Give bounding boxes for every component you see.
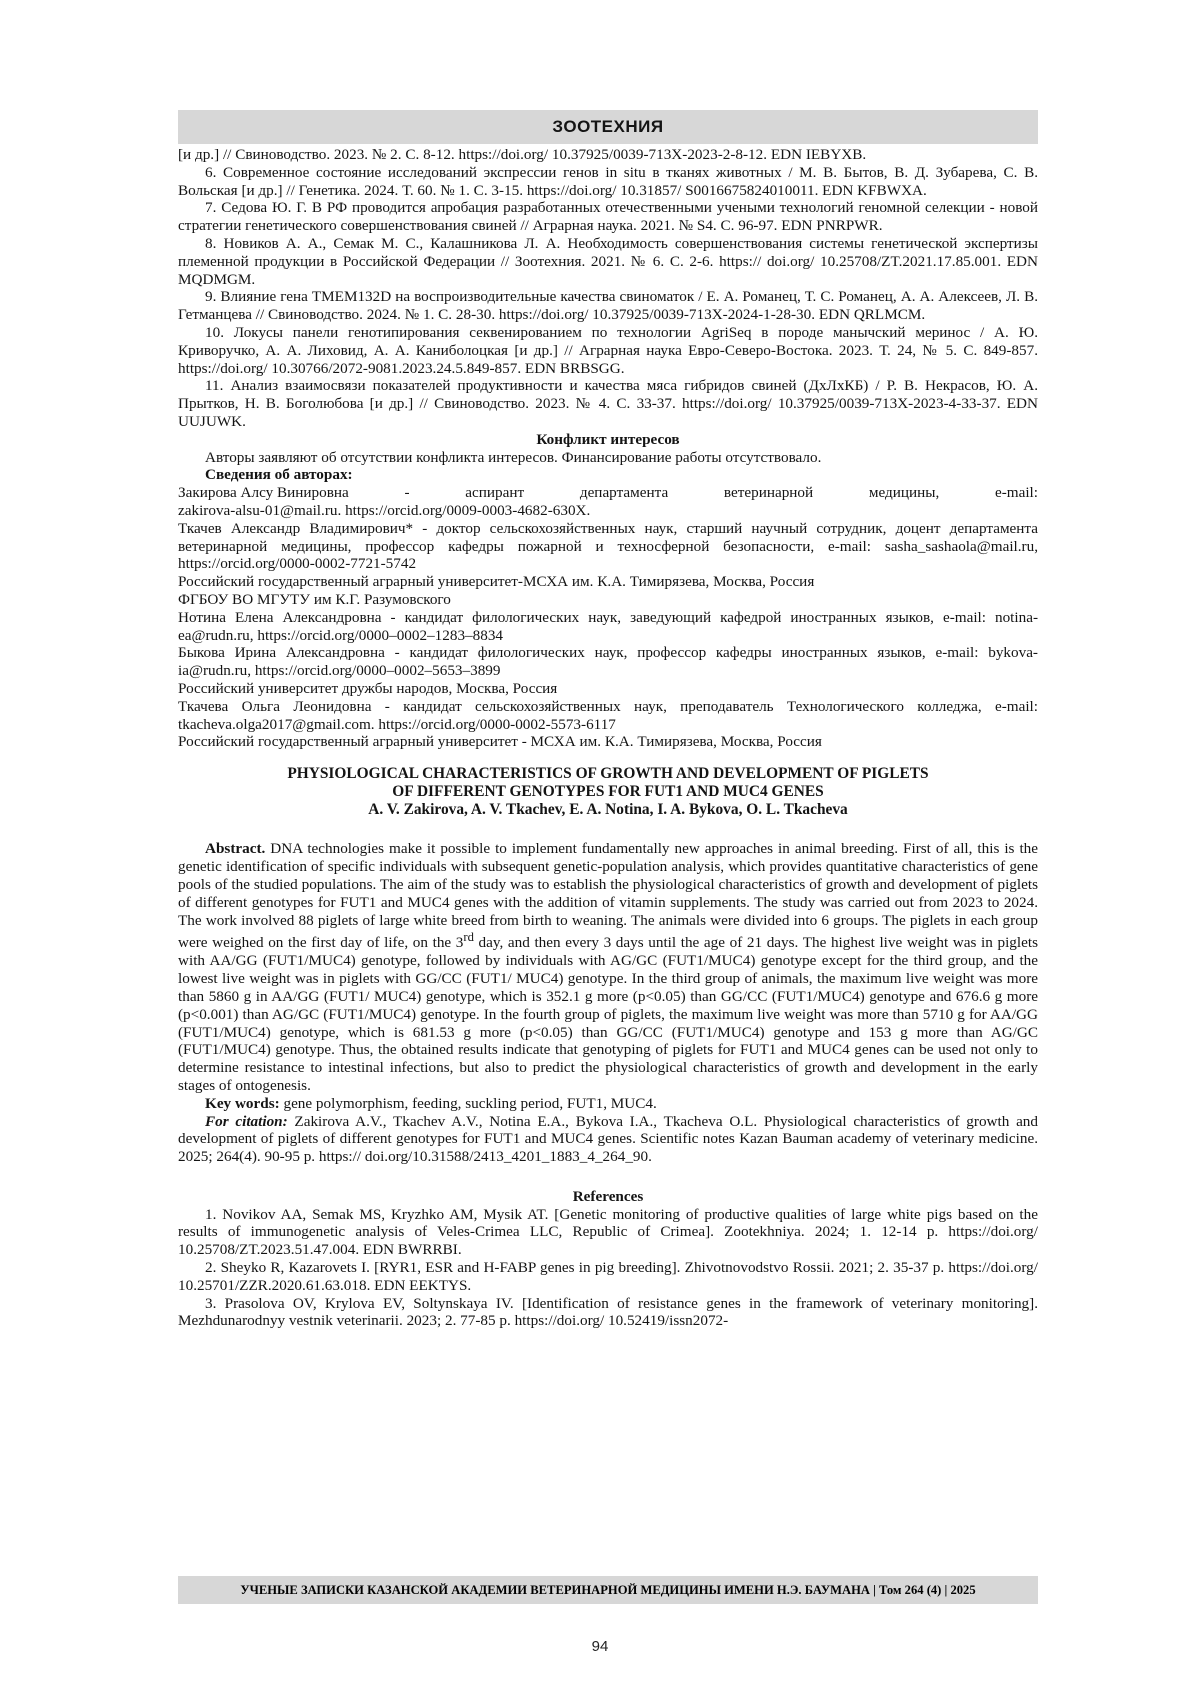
journal-footer: УЧЕНЫЕ ЗАПИСКИ КАЗАНСКОЙ АКАДЕМИИ ВЕТЕРИНАРНОЙ МЕДИЦИНЫ ИМЕНИ Н.Э. БАУМАНА | Том 264 (4) | 2025 [178, 1576, 1038, 1604]
conflict-heading: Конфликт интересов [536, 430, 680, 448]
prev-ref-item: 10. Локусы панели генотипирования секвенированием по технологии AgriSeq в породе манычский меринос / А. Ю. Криворучко, А. А. Лиховид, А. А. Каниболоцкая [и др.] // Аграрная наука Евро-Северо-Востока. 2023. Т. 24, № 5. С. 849-857. https://doi.org/ 10.30766/2072-9081.2023.24.5.849-857. EDN BRBSGG. [178, 323, 1038, 377]
affiliation: Российский университет дружбы народов, Москва, Россия [178, 679, 558, 697]
references-heading: References [572, 1187, 644, 1205]
affiliation: ФГБОУ ВО МГУТУ им К.Г. Разумовского [178, 590, 451, 608]
author-zakirova-line [178, 484, 1038, 502]
prev-ref-item: 6. Современное состояние исследований экспрессии генов in situ в тканях животных / М. В. Бытов, В. Д. Зубарева, С. В. Вольская [и др.] // Генетика. 2024. Т. 60. № 1. С. 3-15. https://doi.org/ 10.31857/ S0016675824010011. EDN KFBWXA. [178, 163, 1038, 199]
abstract-label: Abstract. [205, 840, 266, 858]
section-header: ЗООТЕХНИЯ [178, 110, 1038, 144]
prev-ref-item: 9. Влияние гена TMEM132D на воспроизводительные качества свиноматок / Е. А. Романец, Т. С. Романец, А. А. Алексеев, Л. В. Гетманцева // Свиноводство. 2024. № 1. С. 28-30. https://doi.org/ 10.37925/0039-713X-2024-1-28-30. EDN QRLMCM. [178, 288, 1038, 324]
prev-ref-item: 11. Анализ взаимосвязи показателей продуктивности и качества мяса гибридов свиней (ДхЛхКБ) / Р. В. Некрасов, Ю. А. Прытков, Н. В. Боголюбова [и др.] // Свиноводство. 2023. № 4. С. 33-37. https://doi.org/ 10.37925/0039-713X-2023-4-33-37. EDN UUJUWK. [178, 377, 1038, 430]
page-content [178, 110, 1038, 1330]
author-notina: Нотина Елена Александровна - кандидат филологических наук, заведующий кафедрой иностранных языков, e-mail: notina-ea@rudn.ru, https://orcid.org/0000–0002–1283–8834 [178, 608, 1038, 644]
reference-item: 3. Prasolova OV, Krylova EV, Soltynskaya IV. [Identification of resistance genes in the framework of veterinary monitoring]. Mezhdunarodnyy vestnik veterinarii. 2023; 2. 77-85 p. https://doi.org/ 10.52419/issn2072- [178, 1294, 1038, 1330]
citation-label: For citation: [205, 1112, 288, 1130]
author-zakirova-word: ветеринарной [723, 484, 814, 502]
author-zakirova-word: e-mail: [994, 484, 1038, 502]
author-zakirova-word: департамента [579, 484, 669, 502]
reference-item: 2. Sheyko R, Kazarovets I. [RYR1, ESR and H-FABP genes in pig breeding]. Zhivotnovodstvo Rossii. 2021; 2. 35-37 p. https://doi.org/ 10.25701/ZZR.2020.61.63.018. EDN EEKTYS. [178, 1259, 1038, 1294]
author-zakirova-word: - [404, 484, 410, 502]
english-title-line: OF DIFFERENT GENOTYPES FOR FUT1 AND MUC4 GENES [392, 782, 824, 800]
citation [178, 1113, 1038, 1166]
keywords-text: gene polymorphism, feeding, suckling period, FUT1, MUC4. [279, 1094, 657, 1112]
page-number: 94 [591, 1638, 609, 1655]
author-tkacheva: Ткачева Ольга Леонидовна - кандидат сельскохозяйственных наук, преподаватель Технологического колледжа, e-mail: tkacheva.olga2017@gmail.com. https://orcid.org/0000-0002-5573-6117 [178, 697, 1038, 733]
abstract-text: DNA technologies make it possible to implement fundamentally new approaches in animal breeding. First of all, this is the genetic identification of specific individuals with subsequent genetic-population analysis, which provides quantitative characteristics of gene pools of the studied populations. The aim of the study was to establish the physiological characteristics of growth and development of piglets of different genotypes for FUT1 and MUC4 genes with the addition of vitamin supplements. The study was carried out from 2023 to 2024. The work involved 88 piglets of large white breed from birth to weaning. The animals were divided into 6 groups. The piglets in each group were weighed on the first day of life, on the 3 [178, 840, 1038, 952]
prev-ref-continuation: [и др.] // Свиноводство. 2023. № 2. С. 8-12. https://doi.org/ 10.37925/0039-713X-2023-2-8-12. EDN IEBYXB. [178, 146, 867, 163]
affiliation: Российский государственный аграрный университет - МСХА им. К.А. Тимирязева, Москва, Россия [178, 733, 822, 751]
abstract-text-cont: day, and then every 3 days until the age of 21 days. The highest live weight was in piglets with AA/GG (FUT1/MUC4) genotype, followed by individuals with AG/GC (FUT1/MUC4) genotype except for the third group, and the lowest live weight was in piglets with GG/CC (FUT1/ MUC4) genotype. In the third group of animals, the maximum live weight was more than 5860 g in AA/GG (FUT1/ MUC4) genotype, which is 352.1 g more (p<0.05) than GG/CC (FUT1/MUC4) genotype and 676.6 g more (p<0.001) than AG/GC (FUT1/MUC4) genotype. In the fourth group of piglets, the maximum live weight was more than 5710 g for AA/GG (FUT1/MUC4) genotype, which is 681.53 g more (p<0.05) than GG/CC (FUT1/MUC4) genotype and 153 g more than AG/GC (FUT1/MUC4) genotype. Thus, the obtained results indicate that genotyping of piglets for FUT1 and MUC4 genes can be used not only to determine resistance to intestinal infections, but also to predict the physiological characteristics of growth and development in the early stages of ontogenesis. [178, 934, 1038, 1094]
author-zakirova-contacts: zakirova-alsu-01@mail.ru. https://orcid.org/0009-0003-4682-630X. [178, 501, 591, 519]
english-authors: A. V. Zakirova, A. V. Tkachev, E. A. Notina, I. A. Bykova, O. L. Tkacheva [368, 800, 848, 818]
citation-text: Zakirova A.V., Tkachev A.V., Notina E.A., Bykova I.A., Tkacheva O.L. Physiological characteristics of growth and development of piglets of different genotypes for FUT1 and MUC4 genes. Scientific notes Kazan Bauman academy of veterinary medicine. 2025; 264(4). 90-95 p. https:// doi.org/10.31588/2413_4201_1883_4_264_90. [178, 1112, 1038, 1166]
english-title-line: PHYSIOLOGICAL CHARACTERISTICS OF GROWTH AND DEVELOPMENT OF PIGLETS [287, 765, 929, 783]
authors-info-heading: Сведения об авторах: [205, 466, 353, 484]
keywords-label: Key words: [205, 1094, 280, 1112]
abstract-superscript: rd [463, 930, 474, 945]
prev-ref-item: 7. Седова Ю. Г. В РФ проводится апробация разработанных отечественными учеными технологий геномной селекции - новой стратегии генетического совершенствования свиней // Аграрная наука. 2021. № S4. С. 96-97. EDN PNRPWR. [178, 199, 1038, 235]
author-bykova: Быкова Ирина Александровна - кандидат филологических наук, профессор кафедры иностранных языков, e-mail: bykova-ia@rudn.ru, https://orcid.org/0000–0002–5653–3899 [178, 644, 1038, 680]
conflict-text: Авторы заявляют об отсутствии конфликта интересов. Финансирование работы отсутствовало. [205, 448, 822, 466]
reference-item: 1. Novikov AA, Semak MS, Kryzhko AM, Mysik AT. [Genetic monitoring of productive qualities of large white pigs based on the results of immunogenetic analysis of Veles-Crimea LLC, Republic of Crimea]. Zootekhniya. 2024; 1. 12-14 p. https://doi.org/ 10.25708/ZT.2023.51.47.004. EDN BWRRBI. [178, 1205, 1038, 1259]
author-tkachev: Ткачев Александр Владимирович* - доктор сельскохозяйственных наук, старший научный сотрудник, доцент департамента ветеринарной медицины, профессор кафедры пожарной и техносферной безопасности, e-mail: sasha_sashaola@mail.ru, https://orcid.org/0000-0002-7721-5742 [178, 519, 1038, 573]
affiliation: Российский государственный аграрный университет-МСХА им. К.А. Тимирязева, Москва, Россия [178, 573, 815, 591]
abstract [178, 840, 1038, 1094]
author-zakirova-word: медицины, [868, 484, 940, 502]
author-zakirova-word: Закирова Алсу Винировна [178, 484, 349, 502]
prev-ref-item: 8. Новиков А. А., Семак М. С., Калашникова Л. А. Необходимость совершенствования системы генетической экспертизы племенной продукции в Российской Федерации // Зоотехния. 2021. № 6. С. 2-6. https:// doi.org/ 10.25708/ZT.2021.17.85.001. EDN MQDMGM. [178, 234, 1038, 288]
author-zakirova-word: аспирант [465, 484, 525, 502]
keywords [178, 1095, 1038, 1113]
